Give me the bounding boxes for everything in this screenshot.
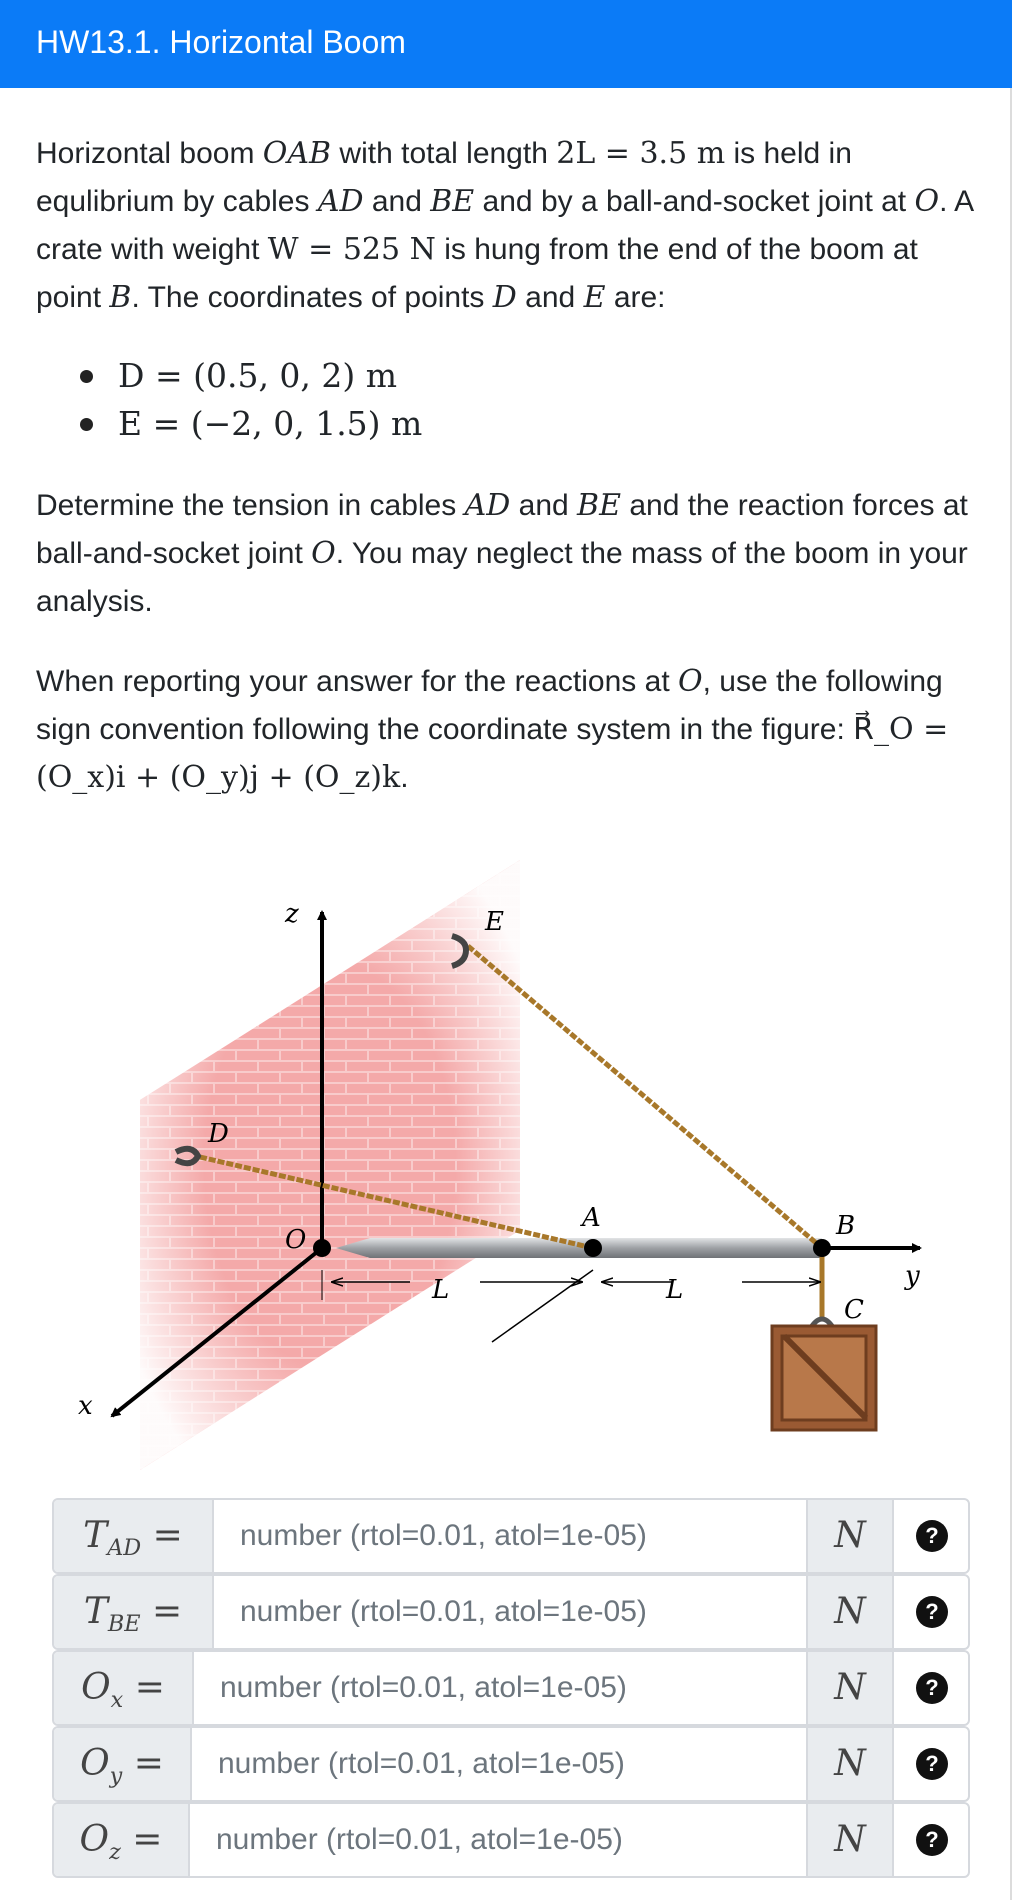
point-b [813, 1239, 831, 1257]
question-header [0, 0, 1012, 88]
question-title: HW13.1. Horizontal Boom [36, 24, 406, 60]
coord-d: D = (0.5, 0, 2) m [118, 356, 398, 395]
sign-text: , use the following sign convention following the coordinate system in the figure: [36, 665, 943, 746]
cable-be [468, 946, 822, 1248]
list-item [80, 400, 422, 448]
label-b: B [836, 1211, 856, 1241]
sign-paragraph [36, 658, 986, 802]
math-weight: W = 525 N [267, 232, 436, 267]
sign-text: When reporting your answer for the reactions at [36, 665, 678, 698]
oy-input[interactable] [192, 1728, 804, 1800]
unit-label: N [806, 1652, 894, 1724]
task-text: and the reaction forces at ball-and-socket joint [36, 489, 968, 570]
task-text: Determine the tension in cables [36, 489, 465, 522]
ox-input[interactable] [194, 1652, 804, 1724]
label-l1: L [432, 1275, 450, 1305]
coord-e: E = (−2, 0, 1.5) m [118, 404, 423, 443]
intro-paragraph [36, 130, 986, 322]
math-d: D [492, 280, 517, 315]
intro-text: Horizontal boom [36, 137, 263, 170]
label-c: C [844, 1295, 864, 1325]
intro-text: is held in equlibrium by cables [36, 137, 852, 218]
label-x: x [78, 1391, 93, 1421]
math-o: O [311, 536, 336, 571]
label-y: y [905, 1261, 920, 1291]
boom-figure [60, 830, 940, 1470]
point-o [313, 1239, 331, 1257]
math-o: O [914, 184, 940, 219]
oz-input[interactable] [190, 1804, 804, 1876]
math-oab: OAB [262, 136, 332, 171]
answer-label: $O_x$ = [54, 1652, 194, 1724]
math-be: BE [577, 488, 621, 523]
label-e: E [485, 907, 504, 937]
tad-input[interactable] [214, 1500, 804, 1572]
task-paragraph [36, 482, 986, 626]
math-ad: AD [317, 184, 364, 219]
help-icon[interactable]: ? [916, 1596, 948, 1628]
unit-label: N [806, 1804, 894, 1876]
label-o: O [285, 1225, 307, 1255]
boom [336, 1238, 822, 1258]
math-reaction-vector: R⃗_O = (O_x)i + (O_y)j + (O_z)k [36, 712, 949, 795]
label-d: D [208, 1119, 229, 1149]
sign-text: . [400, 761, 409, 794]
help-icon[interactable]: ? [916, 1824, 948, 1856]
point-a [584, 1239, 602, 1257]
label-z: z [285, 899, 299, 929]
answer-label: $O_z$ = [54, 1804, 190, 1876]
help-icon[interactable]: ? [916, 1520, 948, 1552]
intro-text: and [516, 281, 584, 314]
math-e: E [583, 280, 606, 315]
bullet-icon [80, 418, 93, 431]
bullet-icon [80, 370, 93, 383]
answer-row-oy [52, 1726, 970, 1802]
answer-row-tad [52, 1498, 970, 1574]
intro-text: is hung from the end of the boom at point [36, 233, 918, 314]
intro-text: and by a ball-and-socket joint at [474, 185, 915, 218]
answer-row-tbe [52, 1574, 970, 1650]
math-length: 2L = 3.5 m [556, 136, 726, 171]
math-o: O [677, 664, 703, 699]
task-text: and [510, 489, 578, 522]
coordinates-list [80, 352, 422, 448]
math-b: B [109, 280, 132, 315]
intro-text: are: [605, 281, 666, 314]
unit-label: N [806, 1576, 894, 1648]
answer-row-ox [52, 1650, 970, 1726]
math-ad: AD [464, 488, 511, 523]
intro-text: . The coordinates of points [131, 281, 493, 314]
label-a: A [582, 1203, 601, 1233]
answer-label: $T_{AD}$ = [54, 1500, 214, 1572]
help-icon[interactable]: ? [916, 1748, 948, 1780]
label-l2: L [666, 1275, 684, 1305]
answer-row-oz [52, 1802, 970, 1878]
crate [772, 1319, 876, 1430]
answer-label: $T_{BE}$ = [54, 1576, 214, 1648]
task-text: . You may neglect the mass of the boom in your analysis. [36, 537, 968, 618]
intro-text: . A crate with weight [36, 185, 973, 266]
intro-text: with total length [331, 137, 557, 170]
unit-label: N [806, 1500, 894, 1572]
unit-label: N [806, 1728, 894, 1800]
help-icon[interactable]: ? [916, 1672, 948, 1704]
intro-text: and [363, 185, 431, 218]
answer-label: $O_y$ = [54, 1728, 192, 1800]
list-item [80, 352, 422, 400]
tbe-input[interactable] [214, 1576, 804, 1648]
math-be: BE [430, 184, 475, 219]
